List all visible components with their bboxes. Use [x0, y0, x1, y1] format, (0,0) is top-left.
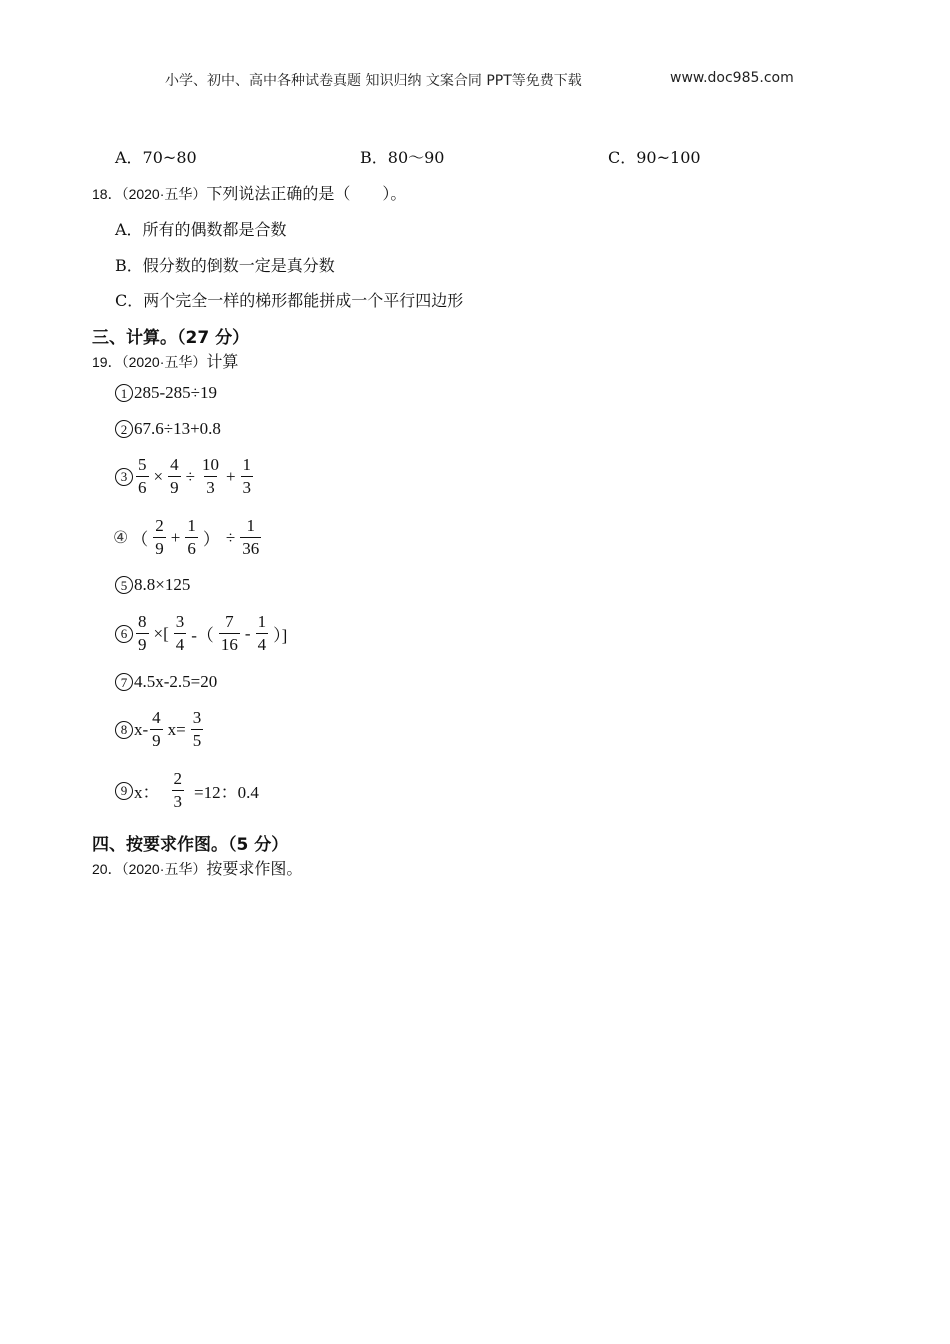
calc-item-5	[115, 575, 190, 595]
item-marker: 5	[115, 576, 133, 594]
section-4-title: 四、按要求作图。（5 分）	[92, 835, 289, 855]
operator: ×[	[153, 623, 169, 643]
operator: ）]	[273, 626, 288, 645]
item-marker: 7	[115, 673, 133, 691]
q17-option-c: C．90~100	[608, 148, 701, 167]
q19-text: 计算	[206, 352, 239, 371]
expression: 285-285÷19	[134, 383, 217, 402]
paren-left: （	[131, 530, 149, 549]
expression: 4.5x-2.5=20	[134, 672, 218, 691]
item-marker: 1	[115, 384, 133, 402]
fraction: $\frac{2}{3}$	[173, 769, 182, 811]
fraction: $\frac{1}{6}$	[187, 516, 196, 558]
fraction: $\frac{7}{16}$	[220, 612, 238, 654]
q18-option-b: B．假分数的倒数一定是真分数	[115, 256, 335, 275]
calc-item-9	[115, 769, 259, 812]
operator: -	[244, 623, 251, 643]
item-marker: 9	[115, 782, 133, 800]
q19-stem	[92, 349, 238, 372]
page-header	[165, 70, 582, 90]
calc-item-6	[115, 612, 290, 655]
q19-number: 19．	[92, 354, 122, 370]
fraction: $\frac{3}{4}$	[175, 612, 185, 654]
calc-item-3	[115, 455, 255, 498]
q17-option-a: A．70~80	[115, 148, 197, 167]
expression-prefix: x：	[134, 783, 160, 802]
item-marker: ④	[113, 527, 129, 547]
q18-source: （2020·五华）	[121, 186, 207, 202]
paren-right: ）	[202, 530, 220, 549]
section-3-title: 三、计算。（27 分）	[92, 328, 250, 348]
operator: +	[225, 466, 236, 486]
fraction: $\frac{1}{4}$	[257, 612, 267, 654]
expression-mid: x=	[167, 719, 186, 739]
q18-number: 18．	[92, 186, 122, 202]
q18-option-c: C．两个完全一样的梯形都能拼成一个平行四边形	[115, 291, 464, 310]
q20-number: 20．	[92, 861, 122, 877]
calc-item-1	[115, 383, 217, 403]
operator: -（	[191, 626, 214, 645]
fraction: $\frac{2}{9}$	[155, 516, 164, 558]
q20-text: 按要求作图。	[206, 859, 303, 878]
calc-item-4	[113, 516, 263, 559]
operator: +	[170, 527, 181, 547]
q18-stem	[92, 181, 406, 204]
expression: 67.6÷13+0.8	[134, 419, 221, 438]
fraction: $\frac{1}{36}$	[242, 516, 260, 558]
item-marker: 3	[115, 468, 133, 486]
item-marker: 2	[115, 420, 133, 438]
q19-source: （2020·五华）	[121, 354, 207, 370]
q17-option-b: B．80～90	[360, 148, 445, 167]
fraction: $\frac{3}{5}$	[192, 708, 202, 750]
q18-text: 下列说法正确的是（ ）。	[206, 184, 407, 203]
fraction: $\frac{8}{9}$	[138, 612, 147, 654]
q18-option-a: A．所有的偶数都是合数	[115, 220, 287, 239]
header-title: 小学、初中、高中各种试卷真题 知识归纳 文案合同 PPT等免费下载	[165, 73, 582, 89]
item-marker: 8	[115, 721, 133, 739]
calc-item-7	[115, 672, 217, 692]
item-marker: 6	[115, 625, 133, 643]
operator: ×	[153, 466, 164, 486]
expression-prefix: x-	[134, 719, 149, 739]
calc-item-2	[115, 419, 221, 439]
fraction: $\frac{5}{6}$	[138, 455, 147, 497]
calc-item-8	[115, 708, 205, 751]
expression: 8.8×125	[134, 575, 191, 594]
fraction: $\frac{4}{9}$	[170, 455, 179, 497]
fraction: $\frac{4}{9}$	[152, 708, 161, 750]
header-site: www.doc985.com	[670, 70, 794, 86]
operator: ÷	[185, 466, 195, 486]
operator: ÷	[225, 527, 236, 547]
fraction: $\frac{1}{3}$	[242, 455, 252, 497]
q20-source: （2020·五华）	[121, 861, 207, 877]
fraction: $\frac{10}{3}$	[201, 455, 219, 497]
q20-stem	[92, 856, 302, 879]
expression-suffix: =12：0.4	[194, 783, 259, 802]
